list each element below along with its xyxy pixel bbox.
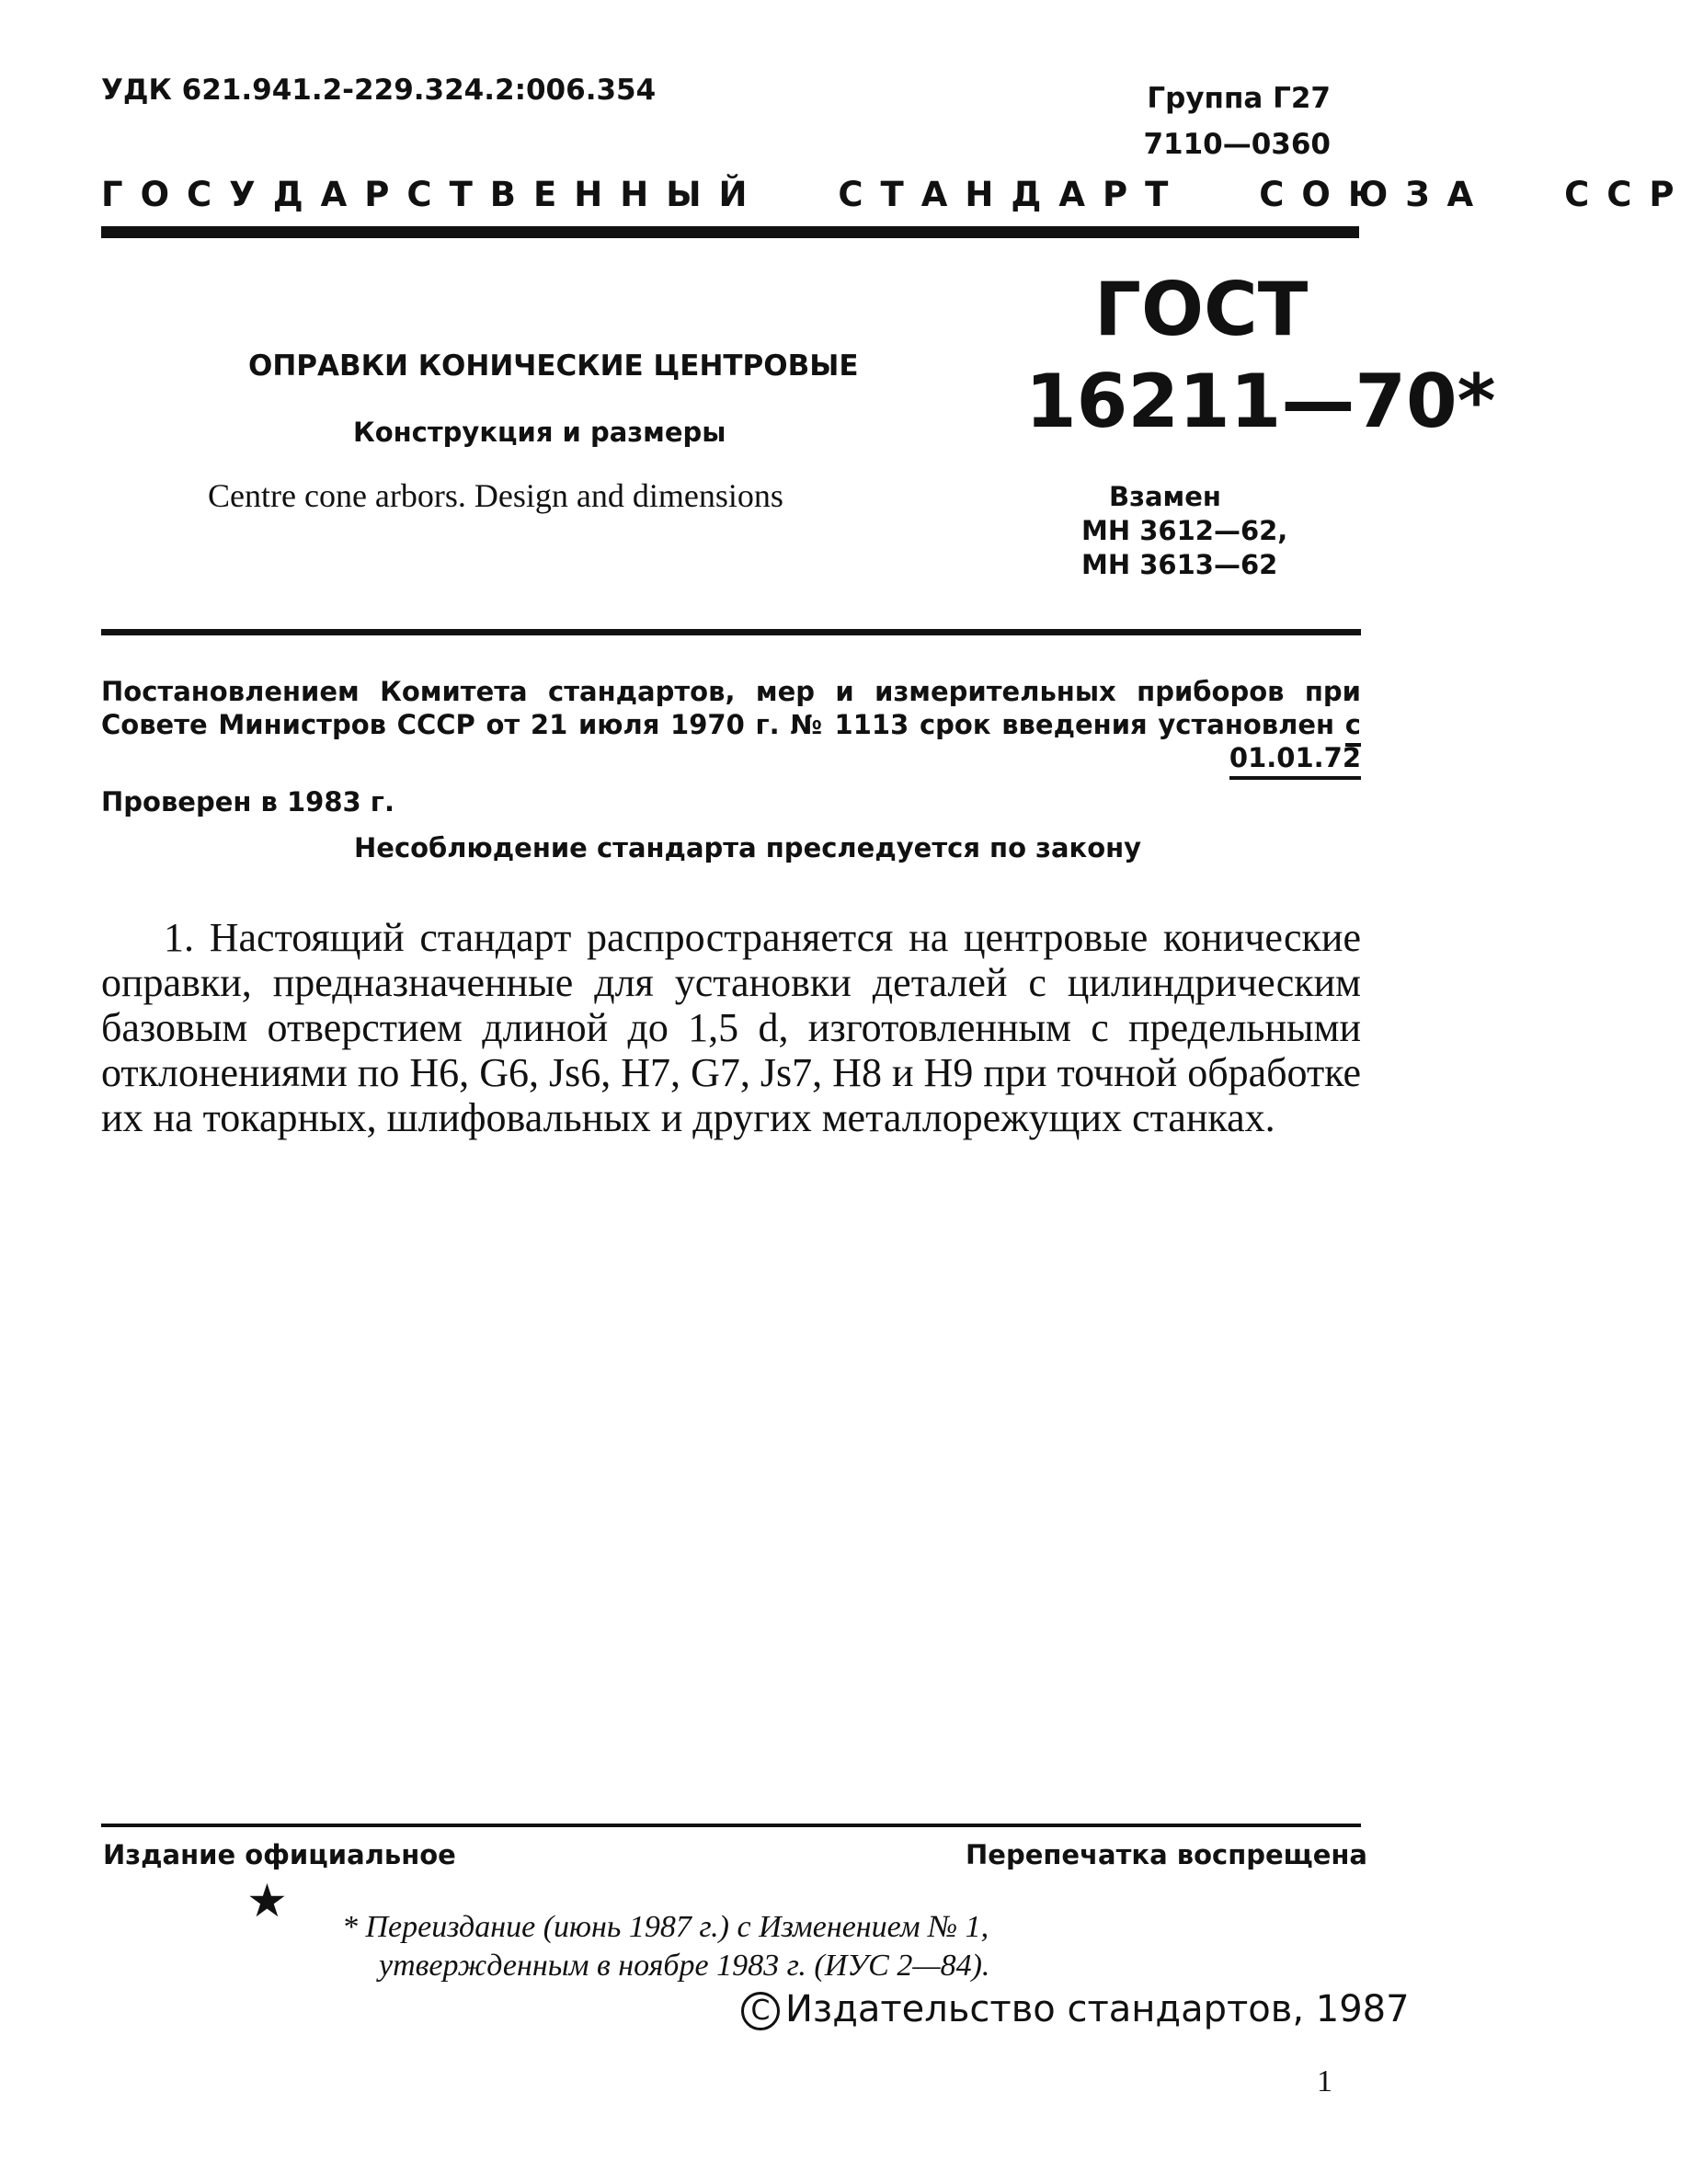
udk-code: УДК 621.941.2-229.324.2:006.354 [101, 74, 657, 107]
effective-date: с 01.01.72 [1229, 709, 1361, 780]
gost-number: 16211—70* [1025, 359, 1496, 444]
resolution-paragraph [101, 675, 1361, 774]
publisher-line [741, 1988, 1410, 2030]
footnote-line-2: утвержденным в ноябре 1983 г. (ИУС 2—84). [379, 1949, 990, 1983]
top-divider [101, 226, 1359, 238]
bottom-divider [101, 1824, 1361, 1827]
resolution-text: Постановлением Комитета стандартов, мер и измерительных приборов при Совете Министров СССР от 21 июля 1970 г. № 1113 срок введения установлен [101, 676, 1361, 740]
legal-notice: Несоблюдение стандарта преследуется по закону [354, 832, 1142, 863]
replaced-standard-1: МН 3612—62, [1081, 515, 1288, 546]
replaces-label: Взамен [1109, 481, 1221, 512]
page-number: 1 [1317, 2064, 1332, 2098]
copyright-icon: C [741, 1992, 780, 2030]
group-block [1143, 75, 1331, 167]
standard-title: ОПРАВКИ КОНИЧЕСКИЕ ЦЕНТРОВЫЕ [248, 349, 859, 383]
middle-divider [101, 629, 1361, 635]
publisher-text: Издательство стандартов, 1987 [785, 1988, 1410, 2030]
reissue-footnote [342, 1908, 989, 1985]
reprint-prohibited-label: Перепечатка воспрещена [966, 1839, 1367, 1870]
replaces-block [1081, 480, 1287, 582]
replaced-standard-2: МН 3613—62 [1081, 549, 1278, 580]
group-label: Группа Г27 [1147, 82, 1331, 115]
gost-label: ГОСТ [1094, 267, 1309, 352]
scope-paragraph: 1. Настоящий стандарт распространяется на центровые конические оправки, предназначенные для установки деталей с цилиндрическим базовым отверстием длиной до 1,5 d, изготовленным с предельными отклонениями по H6, G6, Js6, H7, G7, Js7, H8 и H9 при точной обработке их на токарных, шлифовальных и других металлорежущих станках. [101, 915, 1361, 1140]
english-title: Centre cone arbors. Design and dimensions [208, 477, 783, 514]
footnote-line-1: * Переиздание (июнь 1987 г.) с Изменением № 1, [342, 1910, 989, 1944]
standard-subtitle: Конструкция и размеры [353, 417, 726, 448]
state-standard-banner: ГОСУДАРСТВЕННЫЙ СТАНДАРТ СОЮЗА ССР [101, 175, 1692, 214]
star-icon: ★ [246, 1875, 288, 1927]
official-edition-label: Издание официальное [103, 1839, 456, 1870]
classification-code: 7110—0360 [1143, 128, 1331, 161]
checked-note: Проверен в 1983 г. [101, 786, 394, 818]
